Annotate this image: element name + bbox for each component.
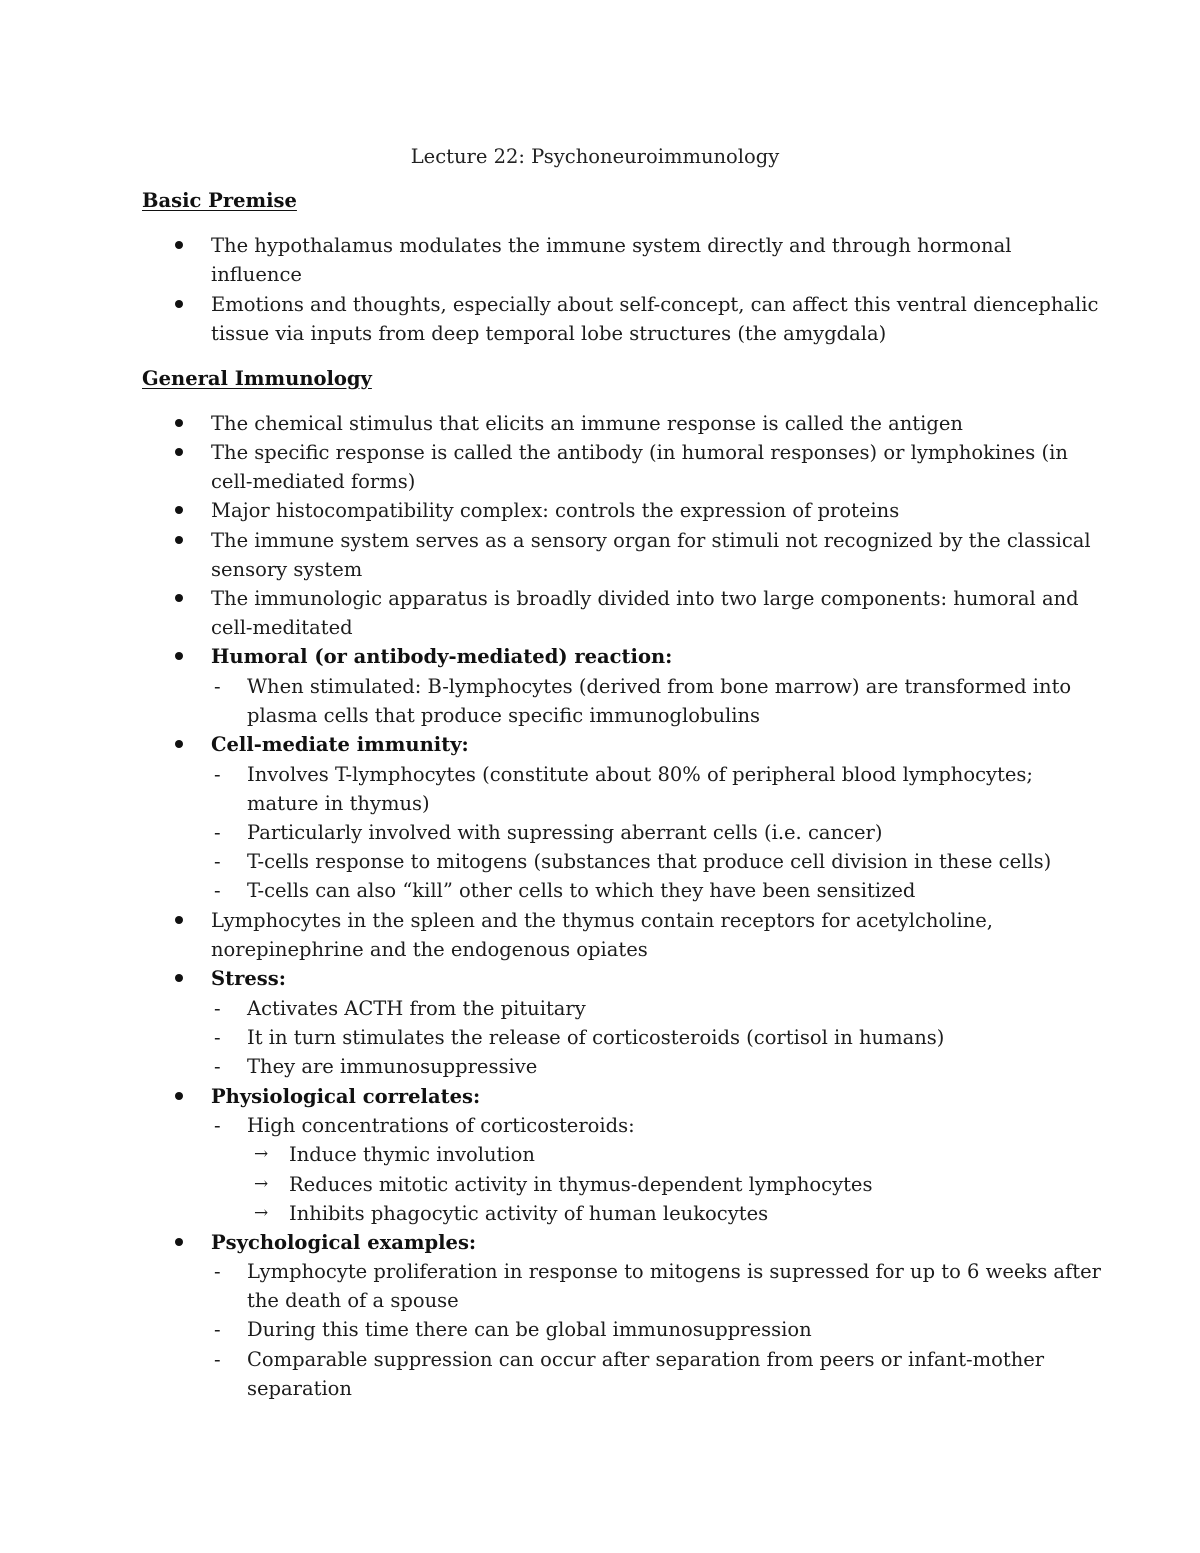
list-item-line: The immune system serves as a sensory organ for stimuli not recognized by the classical <box>211 529 1091 552</box>
bullet-icon <box>175 916 183 924</box>
bullet-icon <box>175 300 183 308</box>
sub-item-line: High concentrations of corticosteroids: <box>247 1114 635 1137</box>
dash-marker: - <box>214 879 221 902</box>
page-title: Lecture 22: Psychoneuroimmunology <box>410 145 780 168</box>
arrow-item-line: Reduces mitotic activity in thymus-dependent lymphocytes <box>289 1173 873 1196</box>
list-item-line: cell-meditated <box>211 616 353 639</box>
sub-item-line: T-cells response to mitogens (substances that produce cell division in these cells) <box>247 850 1052 873</box>
dash-marker: - <box>214 1260 221 1283</box>
list-item-line-bold: Physiological correlates: <box>211 1085 481 1108</box>
sub-item-line: separation <box>247 1377 352 1400</box>
bullet-icon <box>175 1092 183 1100</box>
sub-item-line: They are immunosuppressive <box>247 1055 538 1078</box>
list-item-line: The immunologic apparatus is broadly divided into two large components: humoral and <box>211 587 1079 610</box>
list-item-line: Major histocompatibility complex: controls the expression of proteins <box>211 499 900 522</box>
dash-marker: - <box>214 1318 221 1341</box>
list-item-line-bold: Cell-mediate immunity: <box>211 733 469 756</box>
dash-marker: - <box>214 1114 221 1137</box>
dash-marker: - <box>214 997 221 1020</box>
arrow-item-line: Inhibits phagocytic activity of human leukocytes <box>289 1202 769 1225</box>
list-item-line-bold: Stress: <box>211 967 286 990</box>
arrow-right-icon: → <box>254 1144 269 1164</box>
bullet-icon <box>175 536 183 544</box>
sub-item-line: T-cells can also “kill” other cells to which they have been sensitized <box>247 879 916 902</box>
list-item-line: Emotions and thoughts, especially about self-concept, can affect this ventral diencephalic <box>211 293 1099 316</box>
sub-item-line: It in turn stimulates the release of corticosteroids (cortisol in humans) <box>247 1026 945 1049</box>
bullet-icon <box>175 594 183 602</box>
list-item-line: cell-mediated forms) <box>211 470 416 493</box>
section-heading-general-immunology: General Immunology <box>142 367 372 390</box>
list-item-line: tissue via inputs from deep temporal lobe structures (the amygdala) <box>211 322 887 345</box>
bullet-icon <box>175 419 183 427</box>
bullet-icon <box>175 740 183 748</box>
sub-item-line: During this time there can be global immunosuppression <box>247 1318 812 1341</box>
bullet-icon <box>175 448 183 456</box>
dash-marker: - <box>214 1026 221 1049</box>
list-item-line-bold: Psychological examples: <box>211 1231 477 1254</box>
list-item-line: Lymphocytes in the spleen and the thymus contain receptors for acetylcholine, <box>211 909 993 932</box>
list-item-line: sensory system <box>211 558 363 581</box>
sub-item-line: Involves T-lymphocytes (constitute about 80% of peripheral blood lymphocytes; <box>247 763 1033 786</box>
bullet-icon <box>175 974 183 982</box>
dash-marker: - <box>214 763 221 786</box>
sub-item-line: Lymphocyte proliferation in response to mitogens is supressed for up to 6 weeks after <box>247 1260 1101 1283</box>
sub-item-line: Comparable suppression can occur after separation from peers or infant-mother <box>247 1348 1045 1371</box>
list-item-line: The specific response is called the antibody (in humoral responses) or lymphokines (in <box>211 441 1068 464</box>
sub-item-line: Particularly involved with supressing aberrant cells (i.e. cancer) <box>247 821 883 844</box>
bullet-icon <box>175 506 183 514</box>
sub-item-line: Activates ACTH from the pituitary <box>247 997 586 1020</box>
dash-marker: - <box>214 1055 221 1078</box>
list-item-line: influence <box>211 263 302 286</box>
arrow-item-line: Induce thymic involution <box>289 1143 535 1166</box>
list-item-line: norepinephrine and the endogenous opiates <box>211 938 648 961</box>
bullet-icon <box>175 241 183 249</box>
sub-item-line: the death of a spouse <box>247 1289 459 1312</box>
dash-marker: - <box>214 1348 221 1371</box>
dash-marker: - <box>214 821 221 844</box>
dash-marker: - <box>214 675 221 698</box>
list-item-line: The hypothalamus modulates the immune system directly and through hormonal <box>211 234 1012 257</box>
bullet-icon <box>175 652 183 660</box>
list-item-line: The chemical stimulus that elicits an immune response is called the antigen <box>211 412 963 435</box>
sub-item-line: mature in thymus) <box>247 792 430 815</box>
sub-item-line: When stimulated: B-lymphocytes (derived from bone marrow) are transformed into <box>247 675 1072 698</box>
sub-item-line: plasma cells that produce specific immunoglobulins <box>247 704 761 727</box>
list-item-line-bold: Humoral (or antibody-mediated) reaction: <box>211 645 673 668</box>
bullet-icon <box>175 1238 183 1246</box>
section-heading-basic-premise: Basic Premise <box>142 189 297 212</box>
arrow-right-icon: → <box>254 1203 269 1223</box>
dash-marker: - <box>214 850 221 873</box>
arrow-right-icon: → <box>254 1174 269 1194</box>
